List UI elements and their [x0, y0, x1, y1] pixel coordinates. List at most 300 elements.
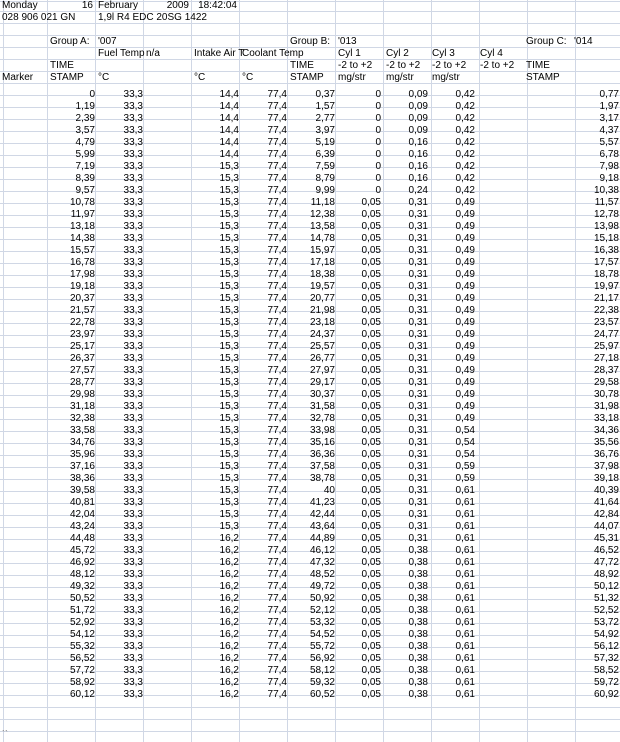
cyl1-cell[interactable]: 0 — [375, 89, 381, 100]
intake-air-cell[interactable]: 16,2 — [219, 677, 239, 688]
fuel-temp-cell[interactable]: 33,3 — [123, 341, 143, 352]
cyl1-unit[interactable]: mg/str — [338, 72, 366, 83]
intake-air-cell[interactable]: 15,3 — [219, 401, 239, 412]
intake-air-cell[interactable]: 14,4 — [219, 113, 239, 124]
time-b-cell[interactable]: 25,57 — [309, 341, 335, 352]
cyl1-cell[interactable]: 0 — [375, 161, 381, 172]
coolant-temp-cell[interactable]: 77,4 — [267, 641, 287, 652]
cyl1-cell[interactable]: 0,05 — [361, 665, 381, 676]
cyl3-cell[interactable]: 0,61 — [455, 557, 475, 568]
fuel-temp-cell[interactable]: 33,3 — [123, 353, 143, 364]
intake-air-cell[interactable]: 15,3 — [219, 389, 239, 400]
time-a-cell[interactable]: 15,57 — [69, 245, 95, 256]
cyl3-cell[interactable]: 0,49 — [455, 221, 475, 232]
cyl2-cell[interactable]: 0,31 — [408, 461, 428, 472]
cyl2-cell[interactable]: 0,31 — [408, 233, 428, 244]
fuel-temp-cell[interactable]: 33,3 — [123, 593, 143, 604]
time-b-cell[interactable]: 58,12 — [309, 665, 335, 676]
time-c-cell[interactable]: 58,52 — [593, 665, 619, 676]
time-a-cell[interactable]: 40,81 — [69, 497, 95, 508]
group-c-label[interactable]: Group C: — [526, 36, 567, 47]
cyl3-cell[interactable]: 0,61 — [455, 593, 475, 604]
fuel-temp-cell[interactable]: 33,3 — [123, 569, 143, 580]
time-c-cell[interactable]: 19,97 — [593, 281, 619, 292]
fuel-temp-cell[interactable]: 33,3 — [123, 245, 143, 256]
fuel-temp-cell[interactable]: 33,3 — [123, 605, 143, 616]
cyl3-unit[interactable]: mg/str — [432, 72, 460, 83]
fuel-temp-cell[interactable]: 33,3 — [123, 533, 143, 544]
cyl1-cell[interactable]: 0 — [375, 125, 381, 136]
cyl3-cell[interactable]: 0,49 — [455, 293, 475, 304]
cyl1-cell[interactable]: 0,05 — [361, 317, 381, 328]
cyl2-cell[interactable]: 0,31 — [408, 281, 428, 292]
time-a-cell[interactable]: 3,57 — [75, 125, 95, 136]
cyl2-cell[interactable]: 0,38 — [408, 629, 428, 640]
time-b-cell[interactable]: 59,32 — [309, 677, 335, 688]
cyl2-cell[interactable]: 0,31 — [408, 437, 428, 448]
time-c-cell[interactable]: 53,72 — [593, 617, 619, 628]
time-a-cell[interactable]: 25,17 — [69, 341, 95, 352]
cyl3-cell[interactable]: 0,49 — [455, 245, 475, 256]
fuel-temp-cell[interactable]: 33,3 — [123, 149, 143, 160]
time-a-cell[interactable]: 48,12 — [69, 569, 95, 580]
coolant-temp-cell[interactable]: 77,4 — [267, 605, 287, 616]
time-a-cell[interactable]: 52,92 — [69, 617, 95, 628]
cyl3-cell[interactable]: 0,61 — [455, 581, 475, 592]
coolant-unit[interactable]: °C — [242, 72, 254, 83]
intake-air-cell[interactable]: 14,4 — [219, 125, 239, 136]
time-a-cell[interactable]: 14,38 — [69, 233, 95, 244]
cyl1-cell[interactable]: 0,05 — [361, 497, 381, 508]
cyl2-cell[interactable]: 0,38 — [408, 593, 428, 604]
cyl3-cell[interactable]: 0,61 — [455, 497, 475, 508]
intake-air-cell[interactable]: 15,3 — [219, 317, 239, 328]
time-a-cell[interactable]: 57,72 — [69, 665, 95, 676]
intake-air-cell[interactable]: 16,2 — [219, 545, 239, 556]
cyl2-cell[interactable]: 0,09 — [408, 113, 428, 124]
coolant-temp-cell[interactable]: 77,4 — [267, 593, 287, 604]
fuel-temp-cell[interactable]: 33,3 — [123, 629, 143, 640]
intake-air-cell[interactable]: 15,3 — [219, 233, 239, 244]
coolant-temp-cell[interactable]: 77,4 — [267, 485, 287, 496]
cyl3-cell[interactable]: 0,61 — [455, 653, 475, 664]
time-a-cell[interactable]: 17,98 — [69, 269, 95, 280]
na-header[interactable]: n/a — [146, 48, 160, 59]
time-c-cell[interactable]: 46,52 — [593, 545, 619, 556]
part-number-cell[interactable]: 028 906 021 GN — [2, 12, 76, 23]
cyl2-cell[interactable]: 0,24 — [408, 185, 428, 196]
time-a-cell[interactable]: 37,16 — [69, 461, 95, 472]
cyl1-cell[interactable]: 0,05 — [361, 461, 381, 472]
coolant-temp-cell[interactable]: 77,4 — [267, 89, 287, 100]
cyl1-cell[interactable]: 0 — [375, 113, 381, 124]
cyl2-cell[interactable]: 0,31 — [408, 341, 428, 352]
intake-air-cell[interactable]: 16,2 — [219, 605, 239, 616]
cyl1-cell[interactable]: 0,05 — [361, 353, 381, 364]
cyl2-cell[interactable]: 0,31 — [408, 473, 428, 484]
cyl2-cell[interactable]: 0,31 — [408, 365, 428, 376]
time-a-cell[interactable]: 0 — [89, 89, 95, 100]
time-b-cell[interactable]: 9,99 — [315, 185, 335, 196]
cyl2-cell[interactable]: 0,09 — [408, 101, 428, 112]
intake-air-cell[interactable]: 15,3 — [219, 365, 239, 376]
fuel-temp-cell[interactable]: 33,3 — [123, 509, 143, 520]
cyl1-cell[interactable]: 0 — [375, 101, 381, 112]
time-a-cell[interactable]: 45,72 — [69, 545, 95, 556]
cyl2-cell[interactable]: 0,38 — [408, 581, 428, 592]
intake-air-cell[interactable]: 16,2 — [219, 617, 239, 628]
fuel-temp-cell[interactable]: 33,3 — [123, 101, 143, 112]
cyl1-cell[interactable]: 0,05 — [361, 593, 381, 604]
intake-air-cell[interactable]: 15,3 — [219, 449, 239, 460]
time-a-cell[interactable]: 54,12 — [69, 629, 95, 640]
cyl1-cell[interactable]: 0,05 — [361, 389, 381, 400]
time-a-cell[interactable]: 33,58 — [69, 425, 95, 436]
coolant-temp-cell[interactable]: 77,4 — [267, 113, 287, 124]
cyl2-cell[interactable]: 0,31 — [408, 317, 428, 328]
time-c-cell[interactable]: 15,18 — [593, 233, 619, 244]
time-a-cell[interactable]: 11,97 — [70, 209, 95, 220]
fuel-temp-cell[interactable]: 33,3 — [123, 485, 143, 496]
intake-air-cell[interactable]: 15,3 — [219, 269, 239, 280]
intake-unit[interactable]: °C — [194, 72, 206, 83]
intake-air-cell[interactable]: 16,2 — [219, 629, 239, 640]
fuel-temp-cell[interactable]: 33,3 — [123, 689, 143, 700]
cyl1-cell[interactable]: 0,05 — [361, 437, 381, 448]
fuel-temp-cell[interactable]: 33,3 — [123, 257, 143, 268]
fuel-temp-cell[interactable]: 33,3 — [123, 269, 143, 280]
engine-id-cell[interactable]: 1,9l R4 EDC 20SG 1422 — [98, 12, 207, 23]
time-b-cell[interactable]: 19,57 — [309, 281, 335, 292]
coolant-temp-cell[interactable]: 77,4 — [267, 365, 287, 376]
coolant-temp-cell[interactable]: 77,4 — [267, 581, 287, 592]
time-c-cell[interactable]: 30,78 — [593, 389, 619, 400]
coolant-temp-cell[interactable]: 77,4 — [267, 341, 287, 352]
time-b-cell[interactable]: 53,32 — [309, 617, 335, 628]
cyl2-cell[interactable]: 0,31 — [408, 305, 428, 316]
cyl1-cell[interactable]: 0,05 — [361, 485, 381, 496]
cyl1-cell[interactable]: 0 — [375, 149, 381, 160]
time-a-cell[interactable]: 34,76 — [69, 437, 95, 448]
group-b-code[interactable]: '013 — [338, 36, 357, 47]
time-a-cell[interactable]: 4,79 — [75, 137, 95, 148]
time-c-cell[interactable]: 44,07 — [593, 521, 619, 532]
coolant-temp-cell[interactable]: 77,4 — [267, 569, 287, 580]
cyl2-cell[interactable]: 0,31 — [408, 353, 428, 364]
time-b-cell[interactable]: 38,78 — [309, 473, 335, 484]
intake-air-cell[interactable]: 16,2 — [219, 665, 239, 676]
coolant-temp-cell[interactable]: 77,4 — [267, 173, 287, 184]
time-b-cell[interactable]: 2,77 — [315, 113, 335, 124]
coolant-temp-cell[interactable]: 77,4 — [267, 197, 287, 208]
fuel-temp-cell[interactable]: 33,3 — [123, 233, 143, 244]
cyl4-header[interactable]: Cyl 4 — [480, 48, 503, 59]
cyl2-cell[interactable]: 0,31 — [408, 269, 428, 280]
time-a-cell[interactable]: 20,37 — [69, 293, 95, 304]
time-b-cell[interactable]: 26,77 — [309, 353, 335, 364]
marker-header[interactable]: Marker — [2, 72, 34, 83]
time-a-cell[interactable]: 46,92 — [69, 557, 95, 568]
intake-air-cell[interactable]: 16,2 — [219, 533, 239, 544]
fuel-temp-cell[interactable]: 33,3 — [123, 653, 143, 664]
time-a-cell[interactable]: 56,52 — [69, 653, 95, 664]
cyl2-cell[interactable]: 0,16 — [408, 149, 428, 160]
time-b-cell[interactable]: 33,98 — [309, 425, 335, 436]
intake-air-cell[interactable]: 15,3 — [219, 497, 239, 508]
coolant-temp-cell[interactable]: 77,4 — [267, 329, 287, 340]
intake-air-cell[interactable]: 15,3 — [219, 425, 239, 436]
time-c-cell[interactable]: 56,12 — [593, 641, 619, 652]
cyl1-cell[interactable]: 0 — [375, 173, 381, 184]
time-a-cell[interactable]: 44,48 — [69, 533, 95, 544]
cyl2-cell[interactable]: 0,38 — [408, 641, 428, 652]
cyl3-cell[interactable]: 0,42 — [455, 89, 475, 100]
cyl1-cell[interactable]: 0,05 — [361, 509, 381, 520]
time-a-cell[interactable]: 8,39 — [75, 173, 95, 184]
fuel-temp-cell[interactable]: 33,3 — [123, 437, 143, 448]
coolant-temp-cell[interactable]: 77,4 — [267, 257, 287, 268]
time-a-cell[interactable]: 32,38 — [69, 413, 95, 424]
time-b-cell[interactable]: 18,38 — [309, 269, 335, 280]
time-c-cell[interactable]: 54,92 — [593, 629, 619, 640]
coolant-temp-cell[interactable]: 77,4 — [267, 521, 287, 532]
weekday-cell[interactable]: Monday — [2, 0, 38, 11]
cyl3-cell[interactable]: 0,42 — [455, 173, 475, 184]
time-b-cell[interactable]: 11,18 — [310, 197, 335, 208]
day-cell[interactable]: 16 — [81, 0, 93, 11]
time-c-cell[interactable]: 10,38 — [593, 185, 619, 196]
time-b-cell[interactable]: 56,92 — [309, 653, 335, 664]
intake-air-cell[interactable]: 15,3 — [219, 437, 239, 448]
intake-air-cell[interactable]: 14,4 — [219, 101, 239, 112]
time-b-cell[interactable]: 7,59 — [315, 161, 335, 172]
fuel-temp-cell[interactable]: 33,3 — [123, 521, 143, 532]
intake-air-cell[interactable]: 16,2 — [219, 653, 239, 664]
cyl2-cell[interactable]: 0,16 — [408, 137, 428, 148]
fuel-temp-cell[interactable]: 33,3 — [123, 617, 143, 628]
fuel-temp-cell[interactable]: 33,3 — [123, 197, 143, 208]
cyl1-cell[interactable]: 0,05 — [361, 221, 381, 232]
time-b-cell[interactable]: 41,23 — [309, 497, 335, 508]
time-b-cell[interactable]: 5,19 — [315, 137, 335, 148]
fuel-temp-cell[interactable]: 33,3 — [123, 161, 143, 172]
time-a-cell[interactable]: 9,57 — [75, 185, 95, 196]
fuel-temp-cell[interactable]: 33,3 — [123, 425, 143, 436]
fuel-unit[interactable]: °C — [98, 72, 110, 83]
time-c-cell[interactable]: 6,78 — [599, 149, 619, 160]
cyl1-cell[interactable]: 0,05 — [361, 305, 381, 316]
time-c-cell[interactable]: 25,97 — [593, 341, 619, 352]
group-b-label[interactable]: Group B: — [290, 36, 331, 47]
time-c-cell[interactable]: 7,98 — [599, 161, 619, 172]
time-b-cell[interactable]: 60,52 — [309, 689, 335, 700]
fuel-temp-cell[interactable]: 33,3 — [123, 389, 143, 400]
coolant-temp-cell[interactable]: 77,4 — [267, 101, 287, 112]
cyl3-cell[interactable]: 0,49 — [455, 269, 475, 280]
time-c-cell[interactable]: 3,17 — [599, 113, 619, 124]
time-c-cell[interactable]: 23,57 — [593, 317, 619, 328]
cyl3-cell[interactable]: 0,49 — [455, 329, 475, 340]
fuel-temp-cell[interactable]: 33,3 — [123, 641, 143, 652]
coolant-temp-cell[interactable]: 77,4 — [267, 665, 287, 676]
cyl3-header[interactable]: Cyl 3 — [432, 48, 455, 59]
cyl3-cell[interactable]: 0,54 — [455, 425, 475, 436]
time-c-cell[interactable]: 47,72 — [593, 557, 619, 568]
cyl3-cell[interactable]: 0,49 — [455, 209, 475, 220]
intake-air-cell[interactable]: 15,3 — [219, 281, 239, 292]
cyl3-cell[interactable]: 0,49 — [455, 353, 475, 364]
intake-air-cell[interactable]: 15,3 — [219, 197, 239, 208]
coolant-temp-cell[interactable]: 77,4 — [267, 377, 287, 388]
cyl2-header[interactable]: Cyl 2 — [386, 48, 409, 59]
cyl2-cell[interactable]: 0,38 — [408, 653, 428, 664]
cyl3-cell[interactable]: 0,61 — [455, 665, 475, 676]
cyl1-cell[interactable]: 0,05 — [361, 569, 381, 580]
time-c-cell[interactable]: 16,38 — [593, 245, 619, 256]
cyl1-cell[interactable]: 0,05 — [361, 689, 381, 700]
cyl2-cell[interactable]: 0,31 — [408, 389, 428, 400]
coolant-temp-cell[interactable]: 77,4 — [267, 353, 287, 364]
fuel-temp-cell[interactable]: 33,3 — [123, 305, 143, 316]
time-b-cell[interactable]: 35,16 — [309, 437, 335, 448]
coolant-temp-cell[interactable]: 77,4 — [267, 509, 287, 520]
cyl3-cell[interactable]: 0,42 — [455, 125, 475, 136]
intake-air-cell[interactable]: 15,3 — [219, 485, 239, 496]
fuel-temp-cell[interactable]: 33,3 — [123, 281, 143, 292]
coolant-temp-cell[interactable]: 77,4 — [267, 617, 287, 628]
fuel-temp-header[interactable]: Fuel Temp — [98, 48, 145, 59]
coolant-temp-cell[interactable]: 77,4 — [267, 677, 287, 688]
cyl4-range[interactable]: -2 to +2 — [480, 60, 515, 71]
cyl1-cell[interactable]: 0,05 — [361, 557, 381, 568]
cyl3-cell[interactable]: 0,49 — [455, 317, 475, 328]
time-c-cell[interactable]: 45,31 — [593, 533, 619, 544]
time-b-cell[interactable]: 8,79 — [315, 173, 335, 184]
cyl1-cell[interactable]: 0,05 — [361, 329, 381, 340]
coolant-temp-cell[interactable]: 77,4 — [267, 437, 287, 448]
time-b-cell[interactable]: 24,37 — [309, 329, 335, 340]
time-b-cell[interactable]: 29,17 — [309, 377, 335, 388]
coolant-temp-cell[interactable]: 77,4 — [267, 233, 287, 244]
time-b-cell[interactable]: 21,98 — [309, 305, 335, 316]
time-a-cell[interactable]: 16,78 — [69, 257, 95, 268]
cyl2-range[interactable]: -2 to +2 — [386, 60, 421, 71]
time-c-cell[interactable]: 0,77 — [599, 89, 619, 100]
cyl3-cell[interactable]: 0,49 — [455, 281, 475, 292]
fuel-temp-cell[interactable]: 33,3 — [123, 113, 143, 124]
time-a-header[interactable]: TIME — [50, 60, 74, 71]
cyl3-cell[interactable]: 0,49 — [455, 377, 475, 388]
cyl1-cell[interactable]: 0,05 — [361, 257, 381, 268]
cyl3-cell[interactable]: 0,42 — [455, 101, 475, 112]
time-a-cell[interactable]: 1,19 — [75, 101, 95, 112]
cyl1-cell[interactable]: 0,05 — [361, 449, 381, 460]
time-c-cell[interactable]: 17,57 — [593, 257, 619, 268]
time-a-cell[interactable]: 10,78 — [69, 197, 95, 208]
coolant-temp-cell[interactable]: 77,4 — [267, 425, 287, 436]
time-c-cell[interactable]: 60,92 — [593, 689, 619, 700]
intake-air-cell[interactable]: 15,3 — [219, 341, 239, 352]
cyl3-cell[interactable]: 0,42 — [455, 161, 475, 172]
time-b-cell[interactable]: 1,57 — [315, 101, 335, 112]
cyl2-cell[interactable]: 0,38 — [408, 689, 428, 700]
fuel-temp-cell[interactable]: 33,3 — [123, 365, 143, 376]
cyl3-cell[interactable]: 0,49 — [455, 341, 475, 352]
coolant-temp-cell[interactable]: 77,4 — [267, 389, 287, 400]
time-a-cell[interactable]: 60,12 — [69, 689, 95, 700]
time-b-cell[interactable]: 15,97 — [309, 245, 335, 256]
cyl3-cell[interactable]: 0,54 — [455, 449, 475, 460]
time-b-cell[interactable]: 54,52 — [309, 629, 335, 640]
cyl2-cell[interactable]: 0,31 — [408, 521, 428, 532]
cyl1-cell[interactable]: 0,05 — [361, 533, 381, 544]
cyl2-cell[interactable]: 0,31 — [408, 509, 428, 520]
fuel-temp-cell[interactable]: 33,3 — [123, 293, 143, 304]
cyl3-cell[interactable]: 0,61 — [455, 677, 475, 688]
time-a-cell[interactable]: 29,98 — [69, 389, 95, 400]
time-c-cell[interactable]: 50,12 — [593, 581, 619, 592]
coolant-temp-cell[interactable]: 77,4 — [267, 317, 287, 328]
intake-air-cell[interactable]: 15,3 — [219, 473, 239, 484]
time-a-cell[interactable]: 7,19 — [75, 161, 95, 172]
intake-air-header[interactable]: Intake Air T — [194, 48, 245, 59]
cyl3-cell[interactable]: 0,49 — [455, 233, 475, 244]
cyl1-cell[interactable]: 0,05 — [361, 653, 381, 664]
cyl1-range[interactable]: -2 to +2 — [338, 60, 373, 71]
time-c-cell[interactable]: 51,32 — [593, 593, 619, 604]
intake-air-cell[interactable]: 16,2 — [219, 641, 239, 652]
time-c-cell[interactable]: 57,32 — [593, 653, 619, 664]
group-c-code[interactable]: '014 — [574, 36, 593, 47]
time-c-cell[interactable]: 33,18 — [593, 413, 619, 424]
time-a-cell[interactable]: 51,72 — [69, 605, 95, 616]
time-c-cell[interactable]: 27,18 — [593, 353, 619, 364]
stamp-a-header[interactable]: STAMP — [50, 72, 84, 83]
time-c-cell[interactable]: 39,18 — [593, 473, 619, 484]
time-a-cell[interactable]: 31,18 — [69, 401, 95, 412]
intake-air-cell[interactable]: 16,2 — [219, 689, 239, 700]
fuel-temp-cell[interactable]: 33,3 — [123, 677, 143, 688]
fuel-temp-cell[interactable]: 33,3 — [123, 473, 143, 484]
cyl3-cell[interactable]: 0,54 — [455, 437, 475, 448]
time-a-cell[interactable]: 39,58 — [69, 485, 95, 496]
cyl2-cell[interactable]: 0,38 — [408, 545, 428, 556]
cyl2-cell[interactable]: 0,31 — [408, 449, 428, 460]
coolant-temp-cell[interactable]: 77,4 — [267, 401, 287, 412]
cyl1-cell[interactable]: 0,05 — [361, 365, 381, 376]
time-b-cell[interactable]: 42,44 — [309, 509, 335, 520]
time-b-cell[interactable]: 20,77 — [309, 293, 335, 304]
cyl3-range[interactable]: -2 to +2 — [432, 60, 467, 71]
fuel-temp-cell[interactable]: 33,3 — [123, 185, 143, 196]
intake-air-cell[interactable]: 15,3 — [219, 461, 239, 472]
time-b-cell[interactable]: 30,37 — [309, 389, 335, 400]
cyl2-cell[interactable]: 0,31 — [408, 245, 428, 256]
intake-air-cell[interactable]: 15,3 — [219, 173, 239, 184]
coolant-temp-cell[interactable]: 77,4 — [267, 653, 287, 664]
time-b-header[interactable]: TIME — [290, 60, 314, 71]
time-b-cell[interactable]: 36,36 — [309, 449, 335, 460]
intake-air-cell[interactable]: 15,3 — [219, 161, 239, 172]
group-a-label[interactable]: Group A: — [50, 36, 90, 47]
time-c-cell[interactable]: 29,58 — [593, 377, 619, 388]
cyl3-cell[interactable]: 0,49 — [455, 197, 475, 208]
cyl1-cell[interactable]: 0,05 — [361, 677, 381, 688]
cyl2-cell[interactable]: 0,16 — [408, 173, 428, 184]
cyl3-cell[interactable]: 0,61 — [455, 569, 475, 580]
time-c-cell[interactable]: 59,72 — [593, 677, 619, 688]
time-a-cell[interactable]: 49,32 — [69, 581, 95, 592]
